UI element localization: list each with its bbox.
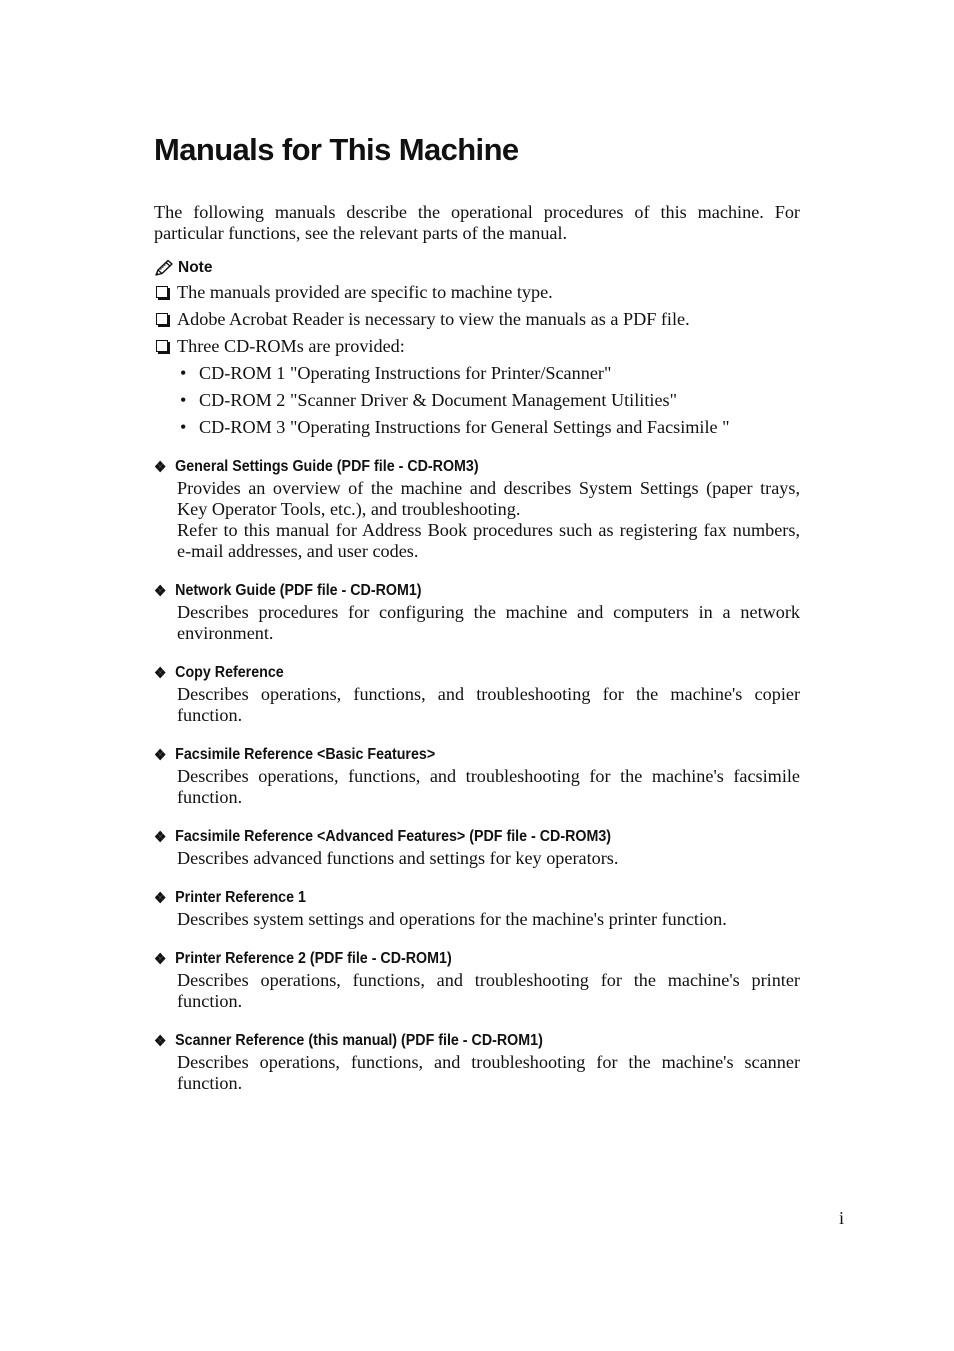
- section-description: Describes procedures for configuring the machine and computers in a network environment.: [177, 602, 800, 643]
- note-heading: [154, 257, 212, 279]
- cdrom-item: [177, 390, 814, 411]
- section-title: Network Guide (PDF file - CD-ROM1): [175, 582, 422, 599]
- section-description: Describes operations, functions, and troubleshooting for the machine's printer function.: [177, 970, 800, 1011]
- diamond-icon: ❖: [154, 583, 167, 600]
- page-title: Manuals for This Machine: [154, 132, 519, 167]
- section-title: Printer Reference 1: [175, 889, 306, 906]
- diamond-icon: ❖: [154, 747, 167, 764]
- cdrom-item-text: CD-ROM 3 "Operating Instructions for General Settings and Facsimile ": [199, 417, 730, 437]
- diamond-icon: ❖: [154, 665, 167, 682]
- section-title: General Settings Guide (PDF file - CD-ROM3): [175, 458, 479, 475]
- note-item-text: Adobe Acrobat Reader is necessary to view the manuals as a PDF file.: [177, 309, 690, 329]
- manual-section: [154, 662, 800, 726]
- page-number: i: [839, 1208, 845, 1228]
- section-description: Describes operations, functions, and troubleshooting for the machine's facsimile function.: [177, 766, 800, 807]
- diamond-icon: ❖: [154, 890, 167, 907]
- section-description: Describes operations, functions, and troubleshooting for the machine's scanner function.: [177, 1052, 800, 1093]
- note-item-text: Three CD-ROMs are provided:: [177, 336, 405, 356]
- manual-section: [154, 887, 800, 930]
- diamond-icon: ❖: [154, 829, 167, 846]
- note-heading-label: Note: [178, 259, 213, 276]
- checkbox-icon: [156, 340, 168, 352]
- manual-section: [154, 580, 800, 644]
- bullet-icon: •: [180, 417, 187, 437]
- section-title: Facsimile Reference <Basic Features>: [175, 746, 436, 763]
- section-title: Printer Reference 2 (PDF file - CD-ROM1): [175, 950, 452, 967]
- note-item: [154, 282, 814, 303]
- section-heading: [154, 662, 748, 684]
- pencil-icon: [154, 259, 175, 277]
- manual-sections: [154, 456, 800, 1112]
- section-description: Provides an overview of the machine and describes System Settings (paper trays, Key Operator Tools, etc.), and troubleshooting.: [177, 478, 800, 519]
- section-description: Describes advanced functions and settings for key operators.: [177, 848, 619, 868]
- diamond-icon: ❖: [154, 951, 167, 968]
- cdrom-item-text: CD-ROM 2 "Scanner Driver & Document Management Utilities": [199, 390, 678, 410]
- section-heading: [154, 1030, 748, 1052]
- section-heading: [154, 580, 748, 602]
- note-item: [154, 336, 814, 438]
- section-description: Refer to this manual for Address Book procedures such as registering fax numbers, e-mail addresses, and user codes.: [177, 520, 800, 561]
- checkbox-icon: [156, 313, 168, 325]
- note-list: [154, 282, 814, 444]
- section-heading: [154, 456, 748, 478]
- section-description: Describes operations, functions, and troubleshooting for the machine's copier function.: [177, 684, 800, 725]
- cdrom-item-text: CD-ROM 1 "Operating Instructions for Printer/Scanner": [199, 363, 612, 383]
- bullet-icon: •: [180, 390, 187, 410]
- manual-section: [154, 744, 800, 808]
- section-heading: [154, 948, 748, 970]
- manual-section: [154, 826, 800, 869]
- cdrom-item: [177, 417, 814, 438]
- note-item-text: The manuals provided are specific to machine type.: [177, 282, 553, 302]
- checkbox-icon: [156, 286, 168, 298]
- intro-paragraph: The following manuals describe the operational procedures of this machine. For particular functions, see the relevant parts of the manual.: [154, 202, 800, 243]
- cdrom-item: [177, 363, 814, 384]
- section-heading: [154, 744, 748, 766]
- section-title: Scanner Reference (this manual) (PDF file - CD-ROM1): [175, 1032, 543, 1049]
- section-heading: [154, 887, 748, 909]
- manual-section: [154, 948, 800, 1012]
- section-title: Facsimile Reference <Advanced Features> (PDF file - CD-ROM3): [175, 828, 612, 845]
- cdrom-list: [177, 363, 814, 438]
- section-title: Copy Reference: [175, 664, 284, 681]
- manual-section: [154, 456, 800, 562]
- bullet-icon: •: [180, 363, 187, 383]
- diamond-icon: ❖: [154, 459, 167, 476]
- section-heading: [154, 826, 748, 848]
- manual-section: [154, 1030, 800, 1094]
- section-description: Describes system settings and operations for the machine's printer function.: [177, 909, 727, 929]
- note-item: [154, 309, 814, 330]
- diamond-icon: ❖: [154, 1033, 167, 1050]
